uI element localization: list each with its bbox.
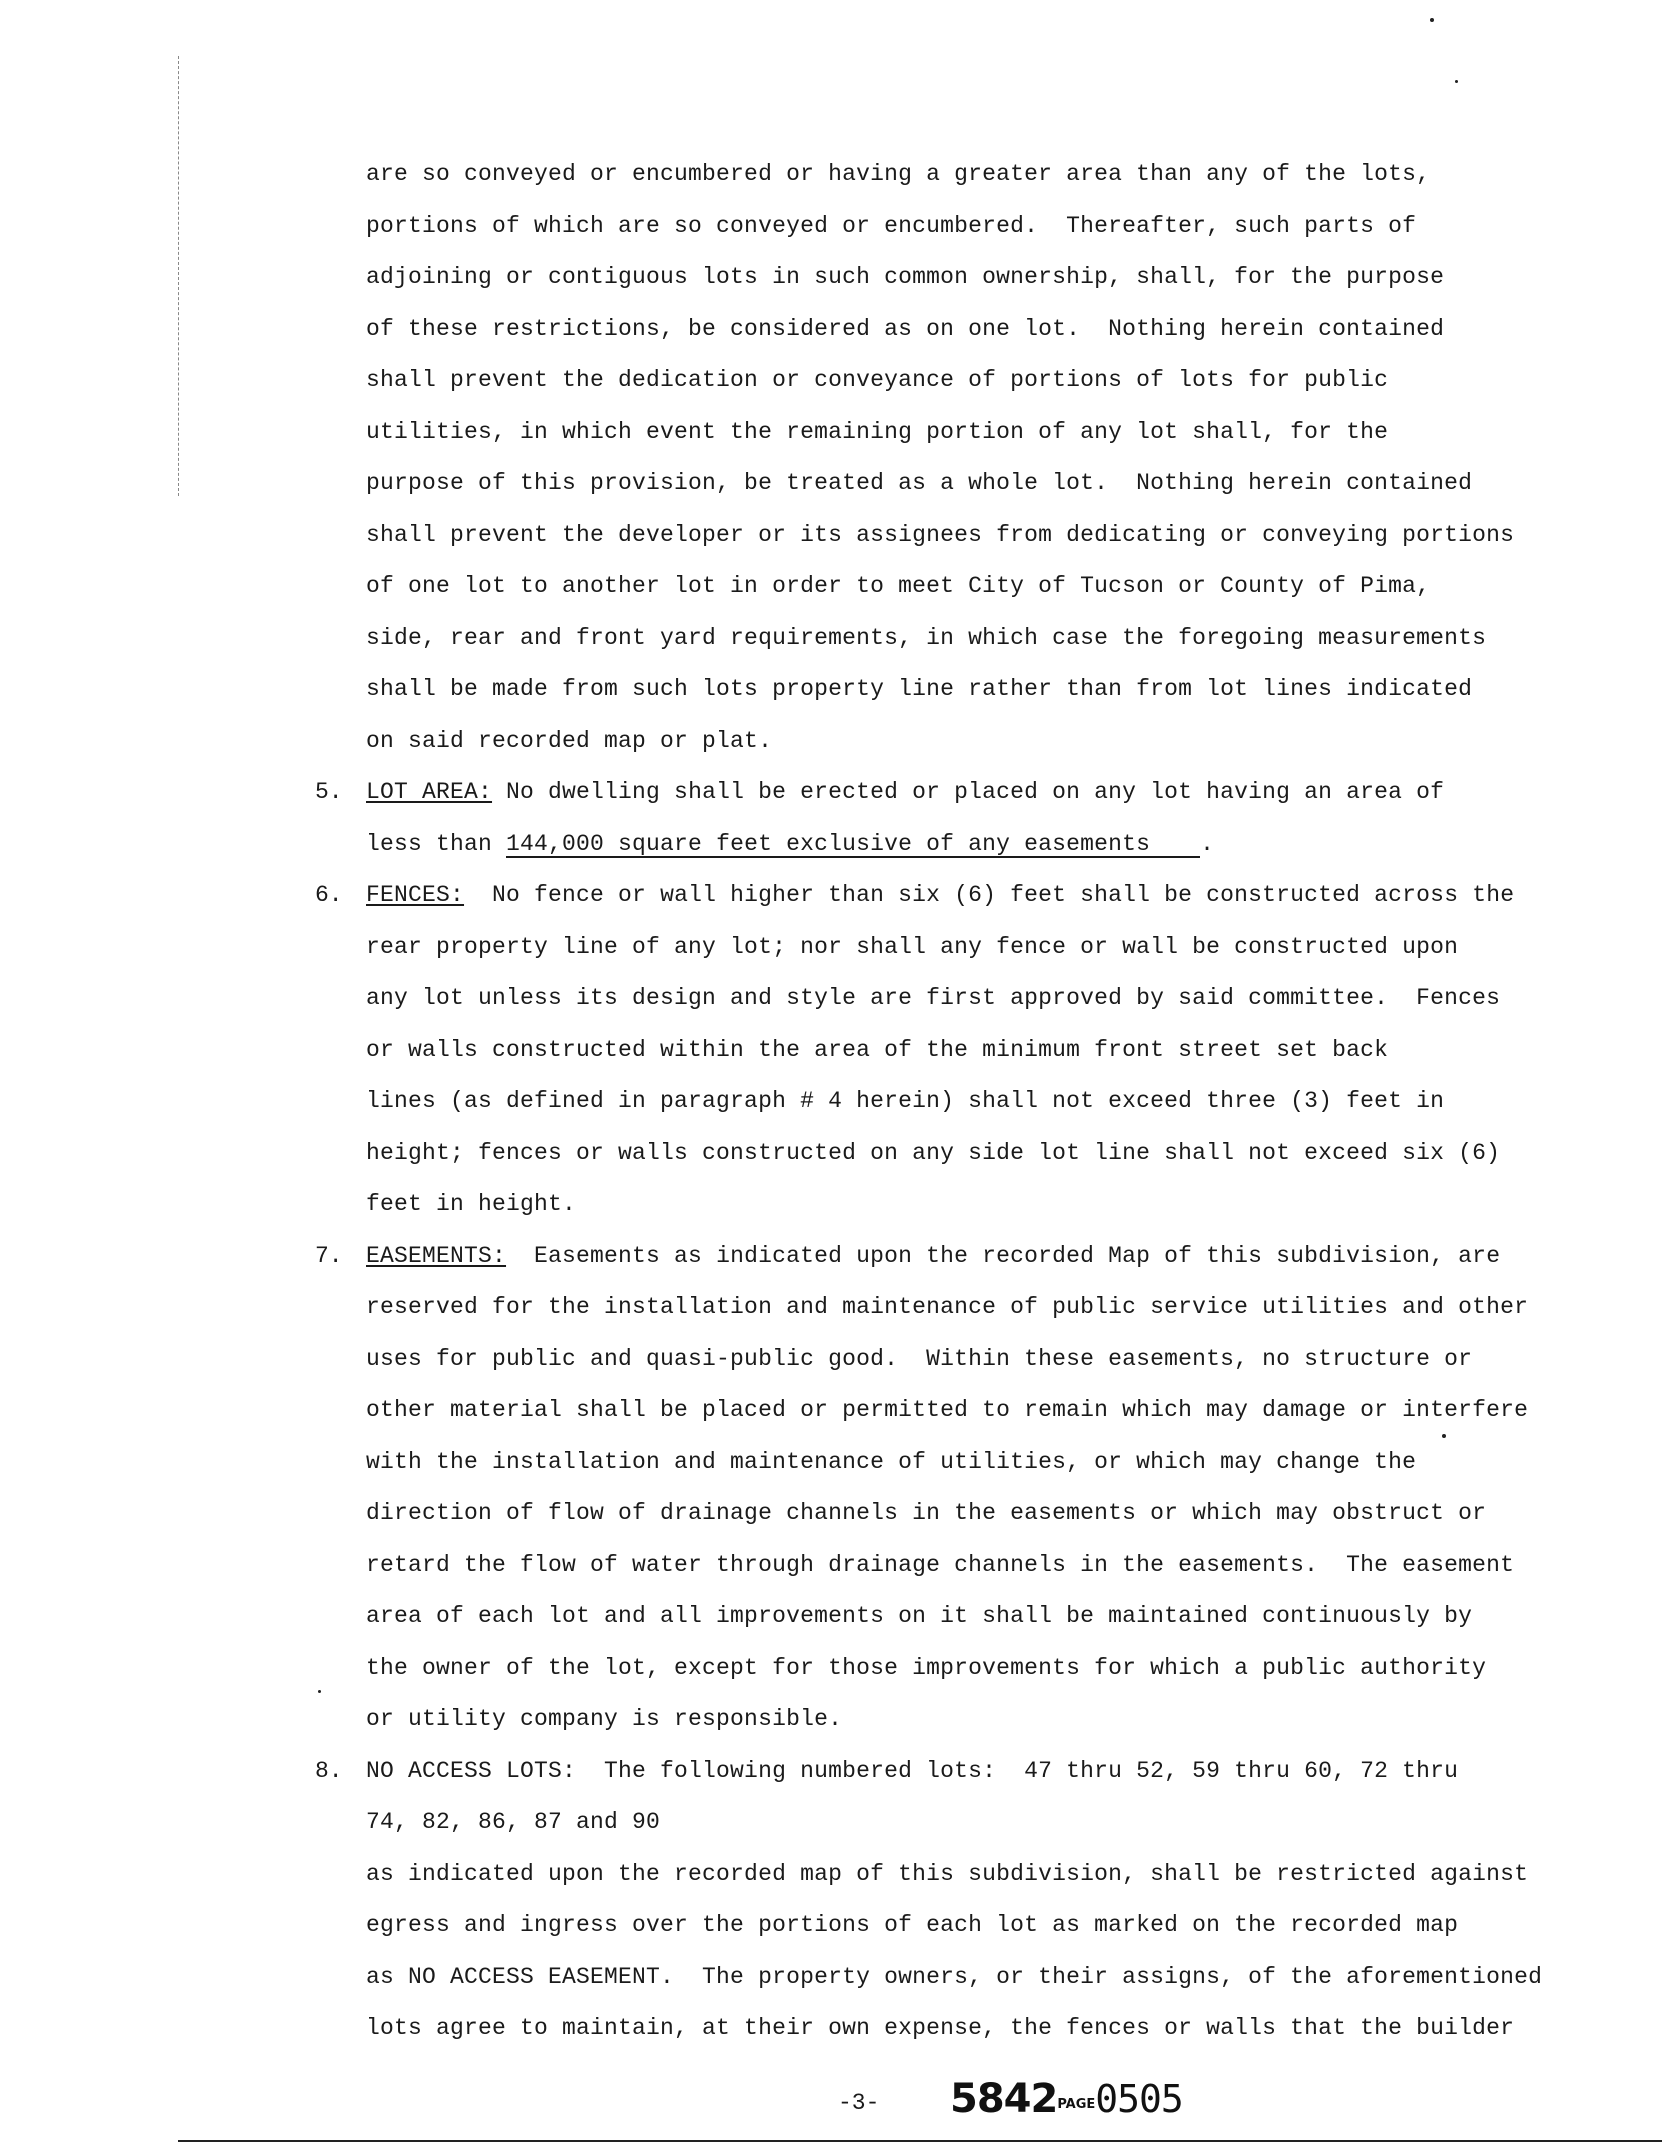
- text-line: lines (as defined in paragraph # 4 herein) shall not exceed three (3) feet in: [366, 1088, 1445, 1114]
- section-number: 5.: [315, 779, 343, 805]
- text-line: purpose of this provision, be treated as a whole lot. Nothing herein contained: [366, 470, 1473, 496]
- text-run: less than: [366, 831, 507, 857]
- text-line: with the installation and maintenance of utilities, or which may change the: [366, 1449, 1417, 1475]
- scan-speck: [318, 1690, 321, 1693]
- text-line: other material shall be placed or permitted to remain which may damage or interfere: [366, 1397, 1529, 1423]
- text-line: as indicated upon the recorded map of this subdivision, shall be restricted against: [366, 1861, 1529, 1887]
- text-line: height; fences or walls constructed on any side lot line shall not exceed six (6): [366, 1140, 1501, 1166]
- text-run: No fence or wall higher than six (6) feet shall be constructed across the: [464, 882, 1515, 908]
- text-line: NO ACCESS LOTS: The following numbered lots: 47 thru 52, 59 thru 60, 72 thru: [366, 1758, 1459, 1784]
- margin-mark: [178, 56, 180, 496]
- text-line: on said recorded map or plat.: [366, 728, 773, 754]
- section-heading: EASEMENTS:: [366, 1243, 507, 1269]
- text-line: lots agree to maintain, at their own expense, the fences or walls that the builder: [366, 2015, 1515, 2041]
- text-line: [366, 1245, 1500, 1268]
- text-line: shall be made from such lots property line rather than from lot lines indicated: [366, 676, 1473, 702]
- section-number: 7.: [315, 1243, 343, 1269]
- section-heading: LOT AREA:: [366, 779, 493, 805]
- scan-speck: [1430, 18, 1434, 22]
- text-line: side, rear and front yard requirements, in which case the foregoing measurements: [366, 625, 1487, 651]
- text-line: shall prevent the developer or its assignees from dedicating or conveying portions: [366, 522, 1515, 548]
- text-line: shall prevent the dedication or conveyance of portions of lots for public: [366, 367, 1389, 393]
- scan-speck: [1442, 1434, 1446, 1438]
- text-line: 74, 82, 86, 87 and 90: [366, 1809, 661, 1835]
- text-line: or utility company is responsible.: [366, 1706, 843, 1732]
- text-line: egress and ingress over the portions of each lot as marked on the recorded map: [366, 1912, 1459, 1938]
- section-number: 8.: [315, 1758, 343, 1784]
- filled-blank: 144,000 square feet exclusive of any easements: [506, 833, 1200, 858]
- text-line: or walls constructed within the area of the minimum front street set back: [366, 1037, 1389, 1063]
- text-line: of these restrictions, be considered as on one lot. Nothing herein contained: [366, 316, 1445, 342]
- text-line: feet in height.: [366, 1191, 577, 1217]
- text-run: Easements as indicated upon the recorded Map of this subdivision, are: [506, 1243, 1501, 1269]
- text-line: of one lot to another lot in order to meet City of Tucson or County of Pima,: [366, 573, 1431, 599]
- text-line: [366, 884, 1514, 907]
- text-run: No dwelling shall be erected or placed on any lot having an area of: [492, 779, 1445, 805]
- text-line: uses for public and quasi-public good. Within these easements, no structure or: [366, 1346, 1473, 1372]
- text-line: [366, 781, 1444, 804]
- text-line: reserved for the installation and maintenance of public service utilities and other: [366, 1294, 1529, 1320]
- section-heading: FENCES:: [366, 882, 465, 908]
- text-line: [366, 833, 1214, 858]
- docket-number: 5842: [950, 2076, 1058, 2122]
- text-line: retard the flow of water through drainage channels in the easements. The easement: [366, 1552, 1515, 1578]
- text-line: any lot unless its design and style are first approved by said committee. Fences: [366, 985, 1501, 1011]
- docket-page-number: 0505: [1095, 2077, 1183, 2121]
- text-line: direction of flow of drainage channels in the easements or which may obstruct or: [366, 1500, 1487, 1526]
- scan-speck: [1455, 80, 1458, 83]
- text-line: rear property line of any lot; nor shall any fence or wall be constructed upon: [366, 934, 1459, 960]
- text-line: portions of which are so conveyed or encumbered. Thereafter, such parts of: [366, 213, 1417, 239]
- text-line: utilities, in which event the remaining portion of any lot shall, for the: [366, 419, 1389, 445]
- text-line: the owner of the lot, except for those improvements for which a public authority: [366, 1655, 1487, 1681]
- docket-stamp: [950, 2076, 1183, 2122]
- text-line: area of each lot and all improvements on it shall be maintained continuously by: [366, 1603, 1473, 1629]
- text-run: .: [1200, 831, 1215, 857]
- text-line: are so conveyed or encumbered or having a greater area than any of the lots,: [366, 161, 1431, 187]
- section-number: 6.: [315, 882, 343, 908]
- docket-page-label: PAGE: [1057, 2097, 1096, 2112]
- text-line: adjoining or contiguous lots in such common ownership, shall, for the purpose: [366, 264, 1445, 290]
- page-number: -3-: [838, 2090, 880, 2116]
- text-line: as NO ACCESS EASEMENT. The property owners, or their assigns, of the aforementioned: [366, 1964, 1543, 1990]
- footer-rule: [178, 2140, 1662, 2142]
